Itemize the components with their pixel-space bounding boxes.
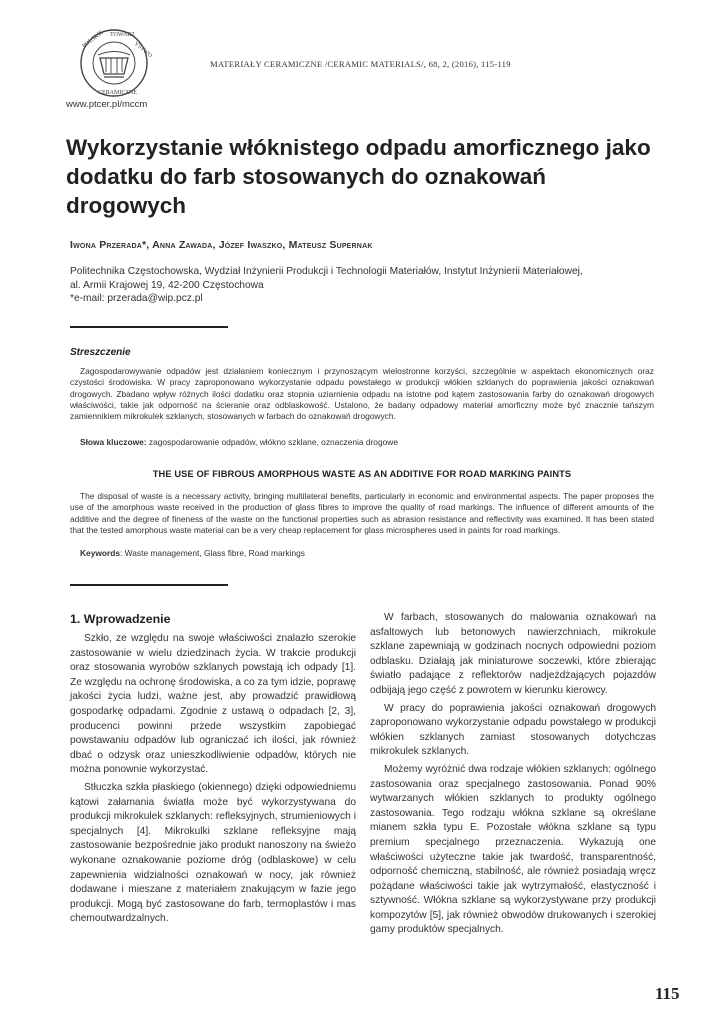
society-logo [70, 28, 158, 98]
svg-text:YSTWO: YSTWO [132, 40, 153, 60]
society-seal-icon [70, 28, 158, 98]
journal-website: www.ptcer.pl/mccm [66, 99, 148, 110]
page-number: 115 [655, 984, 680, 1003]
keywords-en [80, 548, 305, 558]
body-column-left [70, 632, 356, 930]
body-column-right [370, 611, 656, 941]
divider [70, 326, 228, 328]
journal-citation: MATERIAŁY CERAMICZNE /CERAMIC MATERIALS/, 68, 2, (2016), 115-119 [210, 59, 511, 69]
author-list: Iwona Przerada*, Anna Zawada, Józef Iwaszko, Mateusz Supernak [70, 239, 373, 251]
paragraph: W pracy do poprawienia jakości oznakowań drogowych zaproponowano wykorzystanie odpadu powstałego w produkcji włókien szklanych zamiast stosowanych dotychczas mikrokulek szklanych. [370, 702, 656, 758]
keywords-label: Słowa kluczowe: [80, 437, 147, 447]
svg-text:CERAMICZNE: CERAMICZNE [98, 90, 137, 96]
keywords-values: zagospodarowanie odpadów, włókno szklane, oznaczenia drogowe [146, 437, 398, 447]
abstract-pl-text: Zagospodarowywanie odpadów jest działaniem koniecznym i przynoszącym wielostronne korzyści, szczególnie w aspektach ekonomicznych oraz czystości środowiska. W pracy zaproponowano wykorzystanie odpadu powstałego w produkcji włókien szklanych do poprawienia jakości oznakowań drogowych. Zbadano wpływ różnych ilości dodatku oraz stopnia uziarnienia odpadu na istotne pod kątem zastosowania farby do oznakowań drogowych właściwości, takie jak odporność na ścieranie oraz odblaskowość. Ustalono, że badany odpadowy materiał amorficzny może być znacznie tańszym zamiennikiem mikrokulek szklanych, stosowanych w farbach do oznakowań drogowych. [70, 366, 654, 422]
paragraph: W farbach, stosowanych do malowania oznakowań na asfaltowych lub betonowych nawierzchniach, mikrokule szklane zapewniają w godzinach nocnych odpowiedni poziom odblasku. Działają jak miniaturowe soczewki, które zbierając światło padające z reflektorów nadjeżdżających pojazdów odbijają jego część z powrotem w kierunku kierowcy. [370, 612, 656, 696]
abstract-en-text: The disposal of waste is a necessary activity, bringing multilateral benefits, particularly in economic and environmental aspects. The paper proposes the use of the amorphous waste received in the production of glass fibres to improve the quality of road markings. The influence of different amounts of the additive and the degree of fineness of the waste on the functional properties such as abrasion resistance and reflectivity was examined. It has been stated that the tested amorphous waste material can be a very cheap replacement for glass microspheres used in paints for road markings. [70, 491, 654, 535]
paragraph: Stłuczka szkła płaskiego (okiennego) dzięki odpowiedniemu kątowi załamania światła może być wykorzystywana do produkcji mikrokulek szklanych: refleksyjnych, strumieniowych i specjalnych [4]. Mikrokulki szklane refleksyjne mają zastosowanie bezpośrednie jako produkt nanoszony na świeżo wykonane oznakowanie poziome dróg (odblaskowe) w celu zapewnienia widzialności oznakowań w nocy, jak również dodawane i mieszane z materiałem znakującym w fazie jego produkcji. Mogą być zastosowane do farb, termoplastów i mas chemoutwardzalnych. [70, 781, 356, 925]
affiliation-block [70, 265, 650, 306]
section-heading: 1. Wprowadzenie [70, 612, 171, 626]
paragraph: Możemy wyróżnić dwa rodzaje włókien szklanych: ogólnego zastosowania oraz specjalnego zastosowania. Ponad 90% wytwarzanych włókien szklanych to produkty ogólnego zastosowania. Tego rodzaju włókna szklane są określane mianem szkła typu E. Pozostałe włókna szklane są typu premium specjalnego przeznaczenia. Wykazują one właściwości użyteczne takie jak twardość, transparentność, odporność chemiczną, stabilność, ale również posiadają wręcz pożądane właściwości takie jak wytrzymałość, elastyczność i sztywność. Włókna szklane są wykorzystywane przy produkcji kompozytów [5], jak również obwodów drukowanych i szerokiej gamy produktów specjalnych. [370, 763, 656, 936]
svg-text:POLSKIE: POLSKIE [81, 29, 105, 50]
paragraph: Szkło, ze względu na swoje właściwości znalazło szerokie zastosowanie w wielu dziedzinach życia. W trakcie produkcji oraz stosowania wyrobów szklanych powstają ich odpady [1]. Ze względu na ochronę środowiska, a co za tym idzie, poprawę jakości życia ludzi, ważne jest, aby prowadzić prawidłową gospodarkę odpadami. Zgodnie z ustawą o odpadach [2, 3], producenci powinni przede wszystkim zapobiegać powstawaniu odpadów lub ograniczać ich ilości, jak również dbać o odzysk oraz unieszkodliwienie odpadów, których nie można ponownie wykorzystać. [70, 633, 356, 776]
affiliation-line: Politechnika Częstochowska, Wydział Inżynierii Produkcji i Technologii Materiałów, Instytut Inżynierii Materiałowej, [70, 266, 583, 277]
keywords-label: Keywords [80, 548, 121, 558]
keywords-values: : Waste management, Glass fibre, Road markings [120, 548, 305, 558]
abstract-heading: Streszczenie [70, 347, 131, 358]
corresponding-email: *e-mail: przerada@wip.pcz.pl [70, 293, 203, 304]
article-title: Wykorzystanie włóknistego odpadu amorficznego jako dodatku do farb stosowanych do oznakowań drogowych [66, 135, 651, 218]
english-title: THE USE OF FIBROUS AMORPHOUS WASTE AS AN ADDITIVE FOR ROAD MARKING PAINTS [152, 469, 572, 479]
svg-text:TOWARZ: TOWARZ [110, 32, 135, 38]
keywords-pl [80, 437, 398, 447]
affiliation-address: al. Armii Krajowej 19, 42-200 Częstochowa [70, 279, 264, 291]
divider [70, 584, 228, 586]
